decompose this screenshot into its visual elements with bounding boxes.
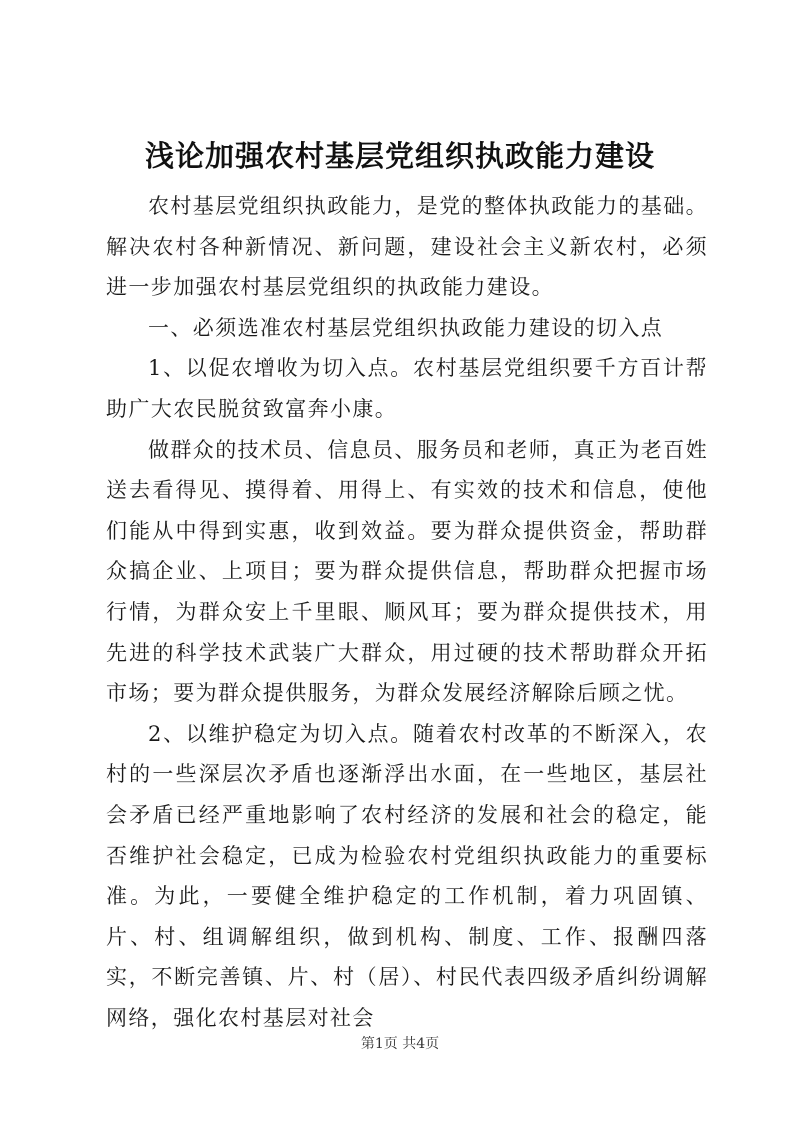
page-footer bbox=[0, 1034, 800, 1054]
document-body bbox=[106, 186, 708, 1038]
section-heading-1: 一、必须选准农村基层党组织执政能力建设的切入点 bbox=[148, 315, 664, 340]
page-title: 浅论加强农村基层党组织执政能力建设 bbox=[144, 139, 655, 173]
paragraph-intro: 农村基层党组织执政能力，是党的整体执政能力的基础。解决农村各种新情况、新问题，建设社会主义新农村，必须进一步加强农村基层党组织的执政能力建设。 bbox=[106, 194, 708, 300]
page-number-label: 第1页 共4页 bbox=[360, 1036, 440, 1052]
paragraph-point-1: 1、以促农增收为切入点。农村基层党组织要千方百计帮助广大农民脱贫致富奔小康。 bbox=[106, 356, 708, 421]
paragraph-point-2: 2、以维护稳定为切入点。随着农村改革的不断深入，农村的一些深层次矛盾也逐渐浮出水面，在一些地区，基层社会矛盾已经严重地影响了农村经济的发展和社会的稳定，能否维护社会稳定，已成为检验农村党组织执政能力的重要标准。为此，一要健全维护稳定的工作机制，着力巩固镇、片、村、组调解组织，做到机构、制度、工作、报酬四落实，不断完善镇、片、村（居）、村民代表四级矛盾纠纷调解网络，强化农村基层对社会 bbox=[106, 721, 708, 1030]
paragraph-point-1-detail: 做群众的技术员、信息员、服务员和老师，真正为老百姓送去看得见、摸得着、用得上、有实效的技术和信息，使他们能从中得到实惠，收到效益。要为群众提供资金，帮助群众搞企业、上项目；要为群众提供信息，帮助群众把握市场行情，为群众安上千里眼、顺风耳；要为群众提供技术，用先进的科学技术武装广大群众，用过硬的技术帮助群众开拓市场；要为群众提供服务，为群众发展经济解除后顾之忧。 bbox=[106, 437, 708, 706]
